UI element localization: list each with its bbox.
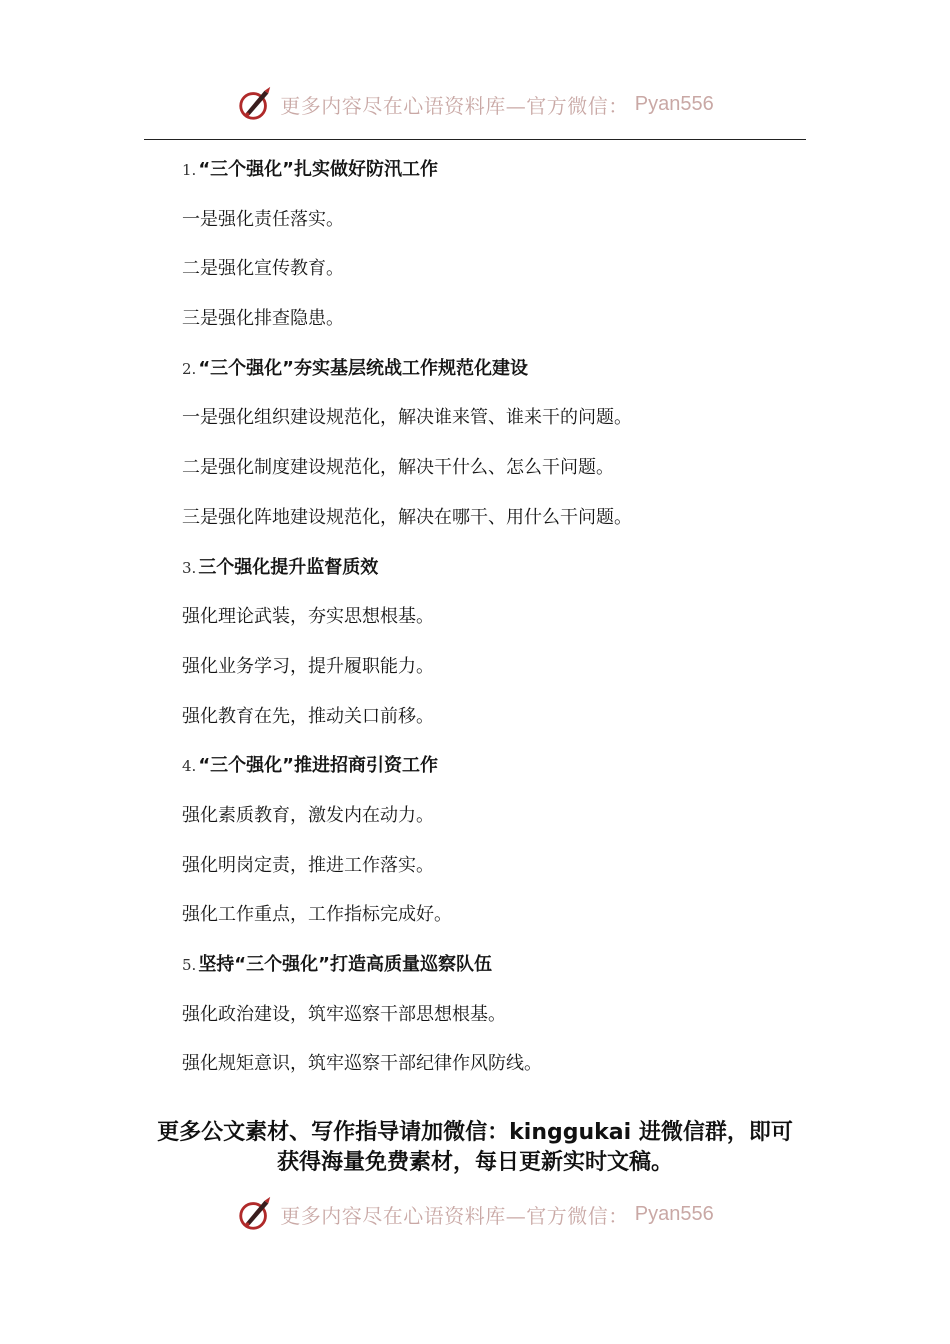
list-item: 三是强化排查隐患。 <box>182 308 344 330</box>
section-heading <box>182 550 822 600</box>
section-heading <box>182 748 822 798</box>
section-number: 5. <box>182 956 197 974</box>
section-title: “三个强化”扎实做好防汛工作 <box>198 159 438 180</box>
section-heading <box>182 947 822 997</box>
section-title: 三个强化提升监督质效 <box>198 556 379 578</box>
section-number: 2. <box>182 359 197 378</box>
section-number: 4. <box>182 757 197 776</box>
promo-notice <box>100 1118 850 1178</box>
list-item: 二是强化宣传教育。 <box>182 258 344 280</box>
footer-brand-handle: Pyan556 <box>634 1202 714 1225</box>
list-item: 强化教育在先，推动关口前移。 <box>182 705 434 727</box>
list-item: 一是强化组织建设规范化，解决谁来管、谁来干的问题。 <box>182 407 632 429</box>
quill-pen-logo-icon <box>236 1195 274 1233</box>
page-footer <box>0 1188 950 1240</box>
footer-brand <box>236 1188 713 1240</box>
document-body <box>182 152 822 1096</box>
footer-brand-text: 更多内容尽在心语资料库—官方微信： <box>280 1203 629 1228</box>
section-heading <box>182 152 822 202</box>
list-item: 强化明岗定责，推进工作落实。 <box>182 854 434 876</box>
list-item: 强化政治建设，筑牢巡察干部思想根基。 <box>182 1003 506 1025</box>
header-brand-handle: Pyan556 <box>634 92 714 115</box>
list-item: 二是强化制度建设规范化，解决干什么、怎么干问题。 <box>182 457 614 479</box>
section-number: 3. <box>182 558 197 577</box>
section-heading <box>182 351 822 401</box>
section-number: 1. <box>182 161 197 179</box>
header-brand-text: 更多内容尽在心语资料库—官方微信： <box>280 93 629 118</box>
list-item: 三是强化阵地建设规范化，解决在哪干、用什么干问题。 <box>182 506 632 528</box>
section-title: “三个强化”夯实基层统战工作规范化建设 <box>198 357 528 379</box>
promo-line-2: 获得海量免费素材，每日更新实时文稿。 <box>276 1150 673 1175</box>
list-item: 强化素质教育，激发内在动力。 <box>182 804 434 826</box>
header-divider <box>144 139 806 140</box>
section-title: “三个强化”推进招商引资工作 <box>198 755 438 777</box>
promo-line-1: 更多公文素材、写作指导请加微信：kinggukai 进微信群，即可 <box>157 1120 793 1145</box>
header-brand <box>236 78 713 130</box>
quill-pen-logo-icon <box>236 85 274 123</box>
page-header <box>0 78 950 130</box>
list-item: 强化理论武装，夯实思想根基。 <box>182 606 434 628</box>
section-title: 坚持“三个强化”打造高质量巡察队伍 <box>198 954 492 975</box>
list-item: 一是强化责任落实。 <box>182 208 344 230</box>
list-item: 强化工作重点，工作指标完成好。 <box>182 904 452 926</box>
list-item: 强化规矩意识，筑牢巡察干部纪律作风防线。 <box>182 1053 542 1075</box>
list-item: 强化业务学习，提升履职能力。 <box>182 655 434 677</box>
